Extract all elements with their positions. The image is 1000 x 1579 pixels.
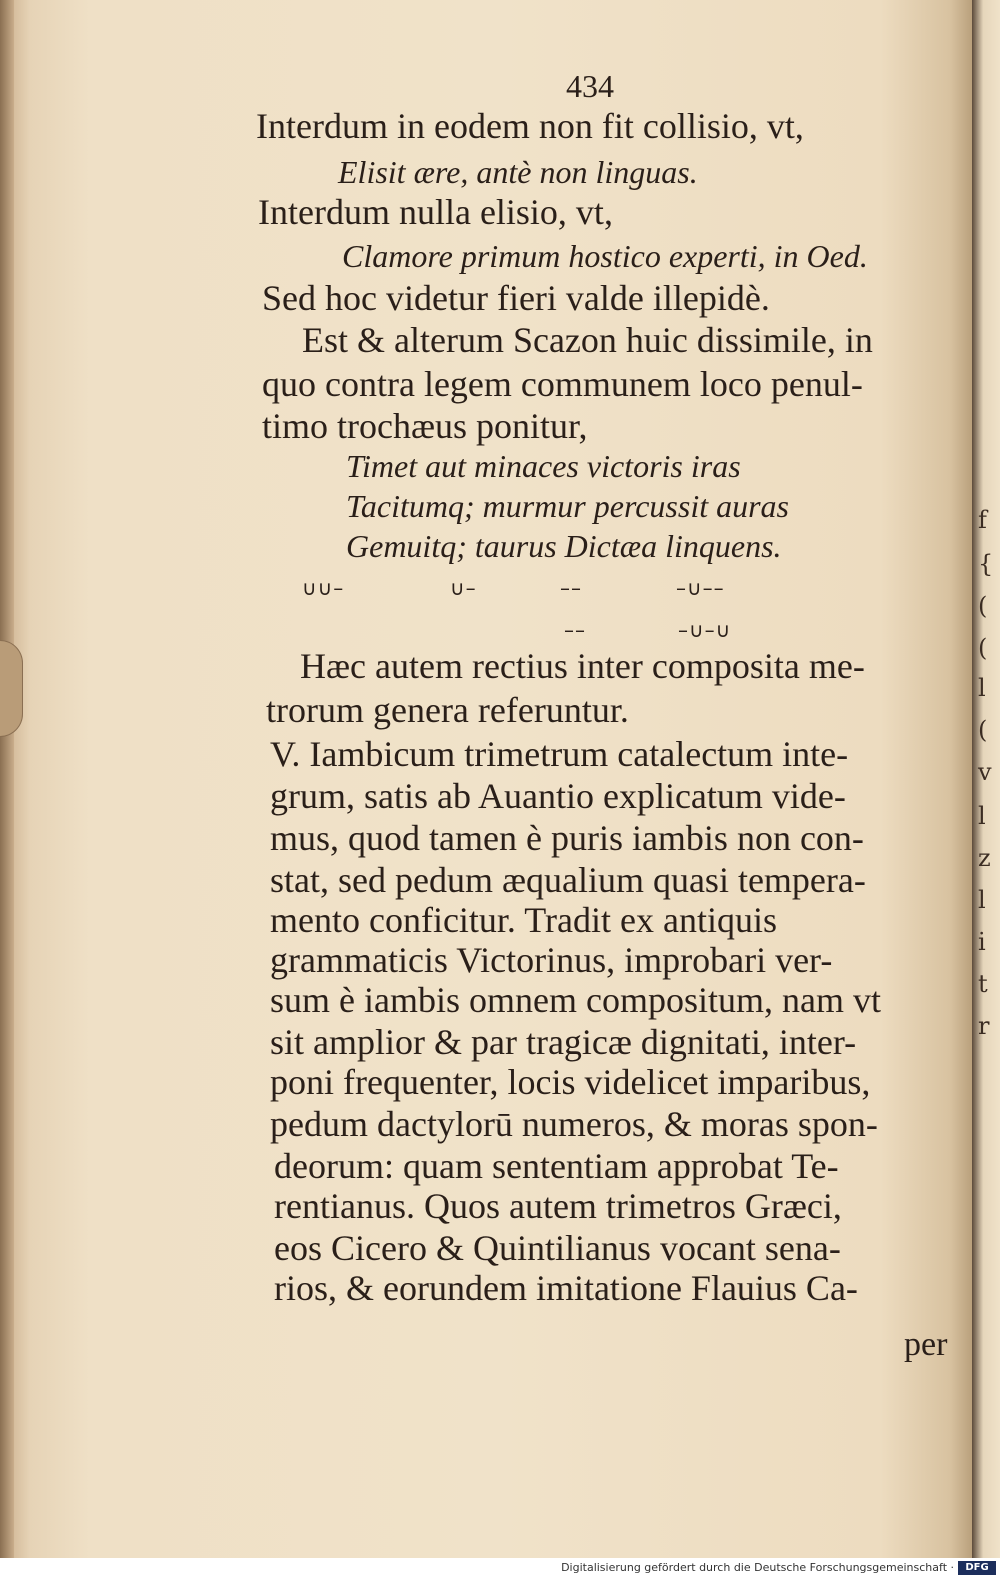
adjacent-page-glyph: f (978, 506, 987, 534)
text-line-italic: Clamore primum hostico experti, in Oed. (342, 238, 868, 274)
text-line: trorum genera referuntur. (266, 690, 629, 730)
scansion-mark: ∪∪– (302, 576, 345, 600)
text-line: deorum: quam sententiam approbat Te- (274, 1146, 839, 1186)
text-line: grum, satis ab Auantio explicatum vide- (270, 776, 846, 816)
text-line-italic: Tacitumq; murmur percussit auras (346, 488, 789, 524)
adjacent-page-glyph: l (978, 802, 986, 830)
text-line: Hæc autem rectius inter composita me- (300, 646, 865, 686)
text-line: pedum dactylorū numeros, & moras spon- (270, 1104, 878, 1144)
adjacent-page-glyph: r (978, 1012, 990, 1040)
scansion-mark: ∪– (450, 576, 477, 600)
text-line: eos Cicero & Quintilianus vocant sena- (274, 1228, 841, 1268)
text-line: Sed hoc videtur fieri valde illepidè. (262, 278, 770, 318)
dfg-logo: DFG (958, 1561, 996, 1575)
adjacent-page-glyph: z (978, 844, 991, 872)
text-line: stat, sed pedum æqualium quasi tempera- (270, 860, 866, 900)
text-line: rios, & eorundem imitatione Flauius Ca- (274, 1268, 858, 1308)
adjacent-page-glyph: i (978, 928, 986, 956)
scansion-mark: –∪–– (676, 576, 725, 600)
text-line: sit amplior & par tragicæ dignitati, inter- (270, 1022, 857, 1062)
text-line: poni frequenter, locis videlicet imparibus, (270, 1062, 871, 1102)
adjacent-page-glyph: ( (978, 592, 988, 620)
text-line: Est & alterum Scazon huic dissimile, in (302, 320, 873, 360)
text-line-italic: Gemuitq; taurus Dictæa linquens. (346, 528, 782, 564)
adjacent-page-glyph: v (978, 758, 992, 786)
text-line: grammaticis Victorinus, improbari ver- (270, 940, 833, 980)
text-line: timo trochæus ponitur, (262, 406, 588, 446)
text-line: V. Iambicum trimetrum catalectum inte- (270, 734, 849, 774)
adjacent-page-glyph: ( (978, 716, 988, 744)
text-line-italic: Elisit ære, antè non linguas. (338, 154, 698, 190)
text-line: mus, quod tamen è puris iambis non con- (270, 818, 864, 858)
adjacent-page-glyph: l (978, 886, 986, 914)
text-line: sum è iambis omnem compositum, nam vt (270, 980, 881, 1020)
adjacent-page-glyph: ( (978, 634, 988, 662)
adjacent-page-glyph: t (978, 970, 988, 998)
text-line: rentianus. Quos autem trimetros Græci, (274, 1186, 842, 1226)
text-line: Interdum nulla elisio, vt, (258, 192, 613, 232)
text-line-italic: Timet aut minaces victoris iras (346, 448, 741, 484)
catchword: per (904, 1326, 948, 1363)
text-line: quo contra legem communem loco penul- (262, 364, 863, 404)
text-line: mento conficitur. Tradit ex antiquis (270, 900, 777, 940)
text-line: Interdum in eodem non fit collisio, vt, (256, 106, 804, 146)
scansion-mark: –– (560, 576, 582, 600)
adjacent-page-glyph: { (978, 550, 994, 578)
scansion-mark: –∪–∪ (678, 618, 732, 642)
page-number: 434 (566, 68, 614, 104)
scansion-mark: –– (564, 618, 586, 642)
funding-credit: Digitalisierung gefördert durch die Deutsche Forschungsgemeinschaft · (561, 1561, 954, 1574)
digitization-footer (0, 1558, 1000, 1579)
adjacent-page-glyph: l (978, 674, 986, 702)
